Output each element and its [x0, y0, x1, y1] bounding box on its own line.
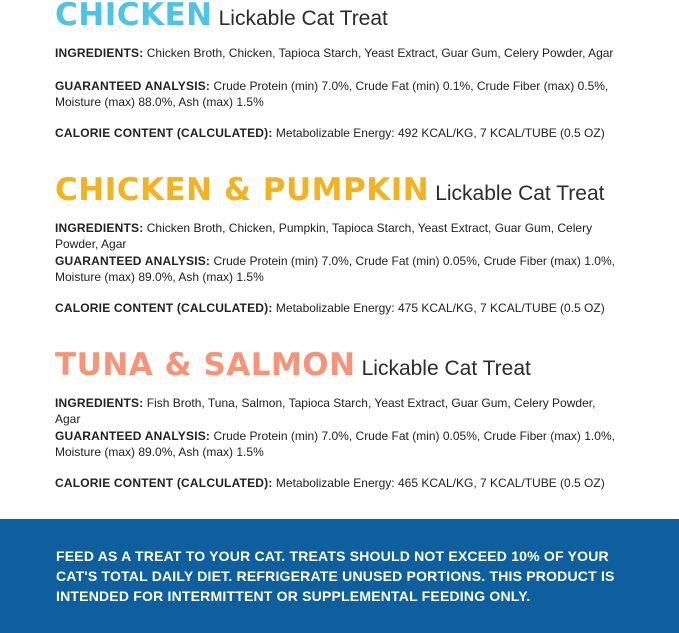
ingredients-text: Chicken Broth, Chicken, Tapioca Starch, Yeast Extract, Guar Gum, Celery Powder, Agar — [146, 46, 614, 60]
ingredients-row — [55, 45, 615, 61]
product-subtitle: Lickable Cat Treat — [435, 182, 605, 205]
analysis-row — [55, 78, 615, 110]
analysis-row — [55, 428, 615, 460]
product-heading — [55, 347, 531, 383]
calorie-text: Metabolizable Energy: 465 KCAL/KG, 7 KCAL/TUBE (0.5 OZ) — [275, 476, 605, 490]
calorie-text: Metabolizable Energy: 475 KCAL/KG, 7 KCAL/TUBE (0.5 OZ) — [275, 301, 605, 315]
calorie-row — [55, 300, 615, 316]
product-heading — [55, 0, 388, 31]
analysis-row — [55, 253, 615, 285]
calorie-row — [55, 125, 615, 141]
flavor-title: CHICKEN — [55, 0, 213, 33]
analysis-text: Crude Protein (min) 7.0%, Crude Fat (min) 0.1%, Crude Fiber (max) 0.5%, Moisture (max) 88.0%, Ash (max) 1.5% — [55, 79, 609, 109]
calorie-text: Metabolizable Energy: 492 KCAL/KG, 7 KCAL/TUBE (0.5 OZ) — [275, 126, 605, 140]
analysis-label: GUARANTEED ANALYSIS: — [55, 254, 211, 268]
product-heading — [55, 172, 605, 208]
ingredients-label: INGREDIENTS: — [55, 221, 144, 235]
ingredients-text: Chicken Broth, Chicken, Pumpkin, Tapioca Starch, Yeast Extract, Guar Gum, Celery Powder, Agar — [55, 221, 593, 251]
flavor-title: CHICKEN & PUMPKIN — [55, 172, 430, 208]
flavor-title: TUNA & SALMON — [55, 347, 356, 383]
ingredients-row — [55, 395, 615, 427]
feeding-instructions-text: FEED AS A TREAT TO YOUR CAT. TREATS SHOULD NOT EXCEED 10% OF YOUR CAT'S TOTAL DAILY DIET. REFRIGERATE UNUSED PORTIONS. THIS PRODUCT IS INTENDED FOR INTERMITTENT OR SUPPLEMENTAL FEEDING ONLY. — [56, 548, 615, 604]
analysis-label: GUARANTEED ANALYSIS: — [55, 429, 211, 443]
analysis-text: Crude Protein (min) 7.0%, Crude Fat (min) 0.05%, Crude Fiber (max) 1.0%, Moisture (max) 89.0%, Ash (max) 1.5% — [55, 254, 615, 284]
calorie-row — [55, 475, 615, 491]
feeding-instructions-banner — [0, 519, 679, 633]
ingredients-label: INGREDIENTS: — [55, 396, 144, 410]
analysis-text: Crude Protein (min) 7.0%, Crude Fat (min) 0.05%, Crude Fiber (max) 1.0%, Moisture (max) 89.0%, Ash (max) 1.5% — [55, 429, 615, 459]
ingredients-text: Fish Broth, Tuna, Salmon, Tapioca Starch, Yeast Extract, Guar Gum, Celery Powder, Agar — [55, 396, 596, 426]
product-subtitle: Lickable Cat Treat — [361, 357, 531, 380]
ingredients-label: INGREDIENTS: — [55, 46, 144, 60]
ingredients-row — [55, 220, 615, 252]
product-subtitle: Lickable Cat Treat — [218, 7, 388, 30]
analysis-label: GUARANTEED ANALYSIS: — [55, 79, 211, 93]
calorie-label: CALORIE CONTENT (CALCULATED): — [55, 476, 273, 490]
calorie-label: CALORIE CONTENT (CALCULATED): — [55, 301, 273, 315]
calorie-label: CALORIE CONTENT (CALCULATED): — [55, 126, 273, 140]
